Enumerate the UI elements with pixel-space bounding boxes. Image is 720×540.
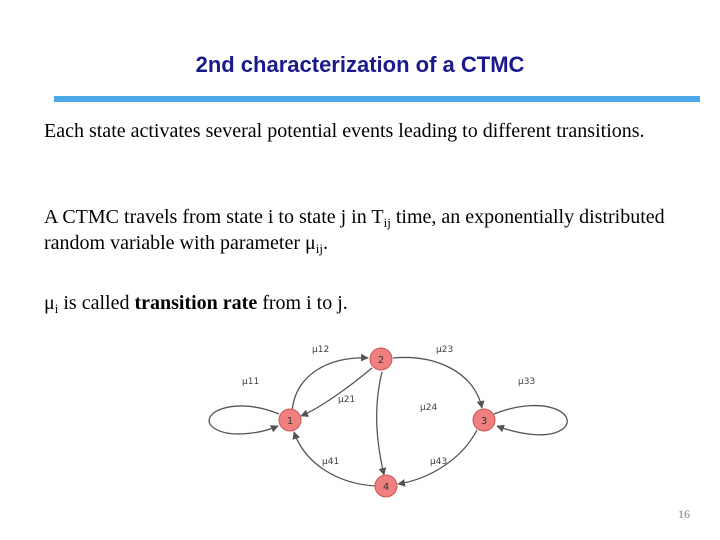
paragraph-ctmc-travel [44,204,684,256]
para2-subscript-t: ij [383,215,391,230]
para3-subscript: i [54,301,59,316]
rate-label-mu41: μ41 [322,457,340,467]
slide-title: 2nd characterization of a CTMC [195,52,525,77]
title-underline [54,96,700,102]
para3-mu: μ [44,292,55,314]
para2-text-end: . [322,232,328,254]
rate-label-mu23: μ23 [436,345,454,355]
para3-text-end: from i to j. [257,292,348,314]
para3-text-mid: is called [58,292,135,314]
state-label-2: 2 [377,355,385,366]
para3-bold-term: transition rate [134,292,258,314]
para2-text-pre: A CTMC travels from state i to state j in T [44,206,384,228]
edge-2-1 [301,368,372,416]
rate-label-mu43: μ43 [430,457,448,467]
para2-subscript-mu: ij [315,241,323,256]
rate-label-mu21: μ21 [338,395,356,405]
rate-label-mu11: μ11 [242,377,260,387]
paragraph-events: Each state activates several potential events leading to different transitions. [44,120,645,142]
edge-2-3 [393,357,482,408]
rate-label-mu12: μ12 [312,345,330,355]
rate-label-mu33: μ33 [518,377,536,387]
edge-1-2 [292,358,368,412]
edge-3-3 [494,406,567,435]
state-label-1: 1 [286,416,294,427]
edge-1-1 [209,406,279,434]
para2-text-mid: time, an exponentially distributed random variable with parameter μ [44,206,665,254]
page-number: 16 [678,507,690,521]
state-label-4: 4 [382,482,390,493]
ctmc-state-diagram [200,334,580,506]
state-label-3: 3 [480,416,488,427]
edge-2-4 [377,372,384,475]
rate-label-mu24: μ24 [420,403,438,413]
paragraph-transition-rate [44,290,684,316]
